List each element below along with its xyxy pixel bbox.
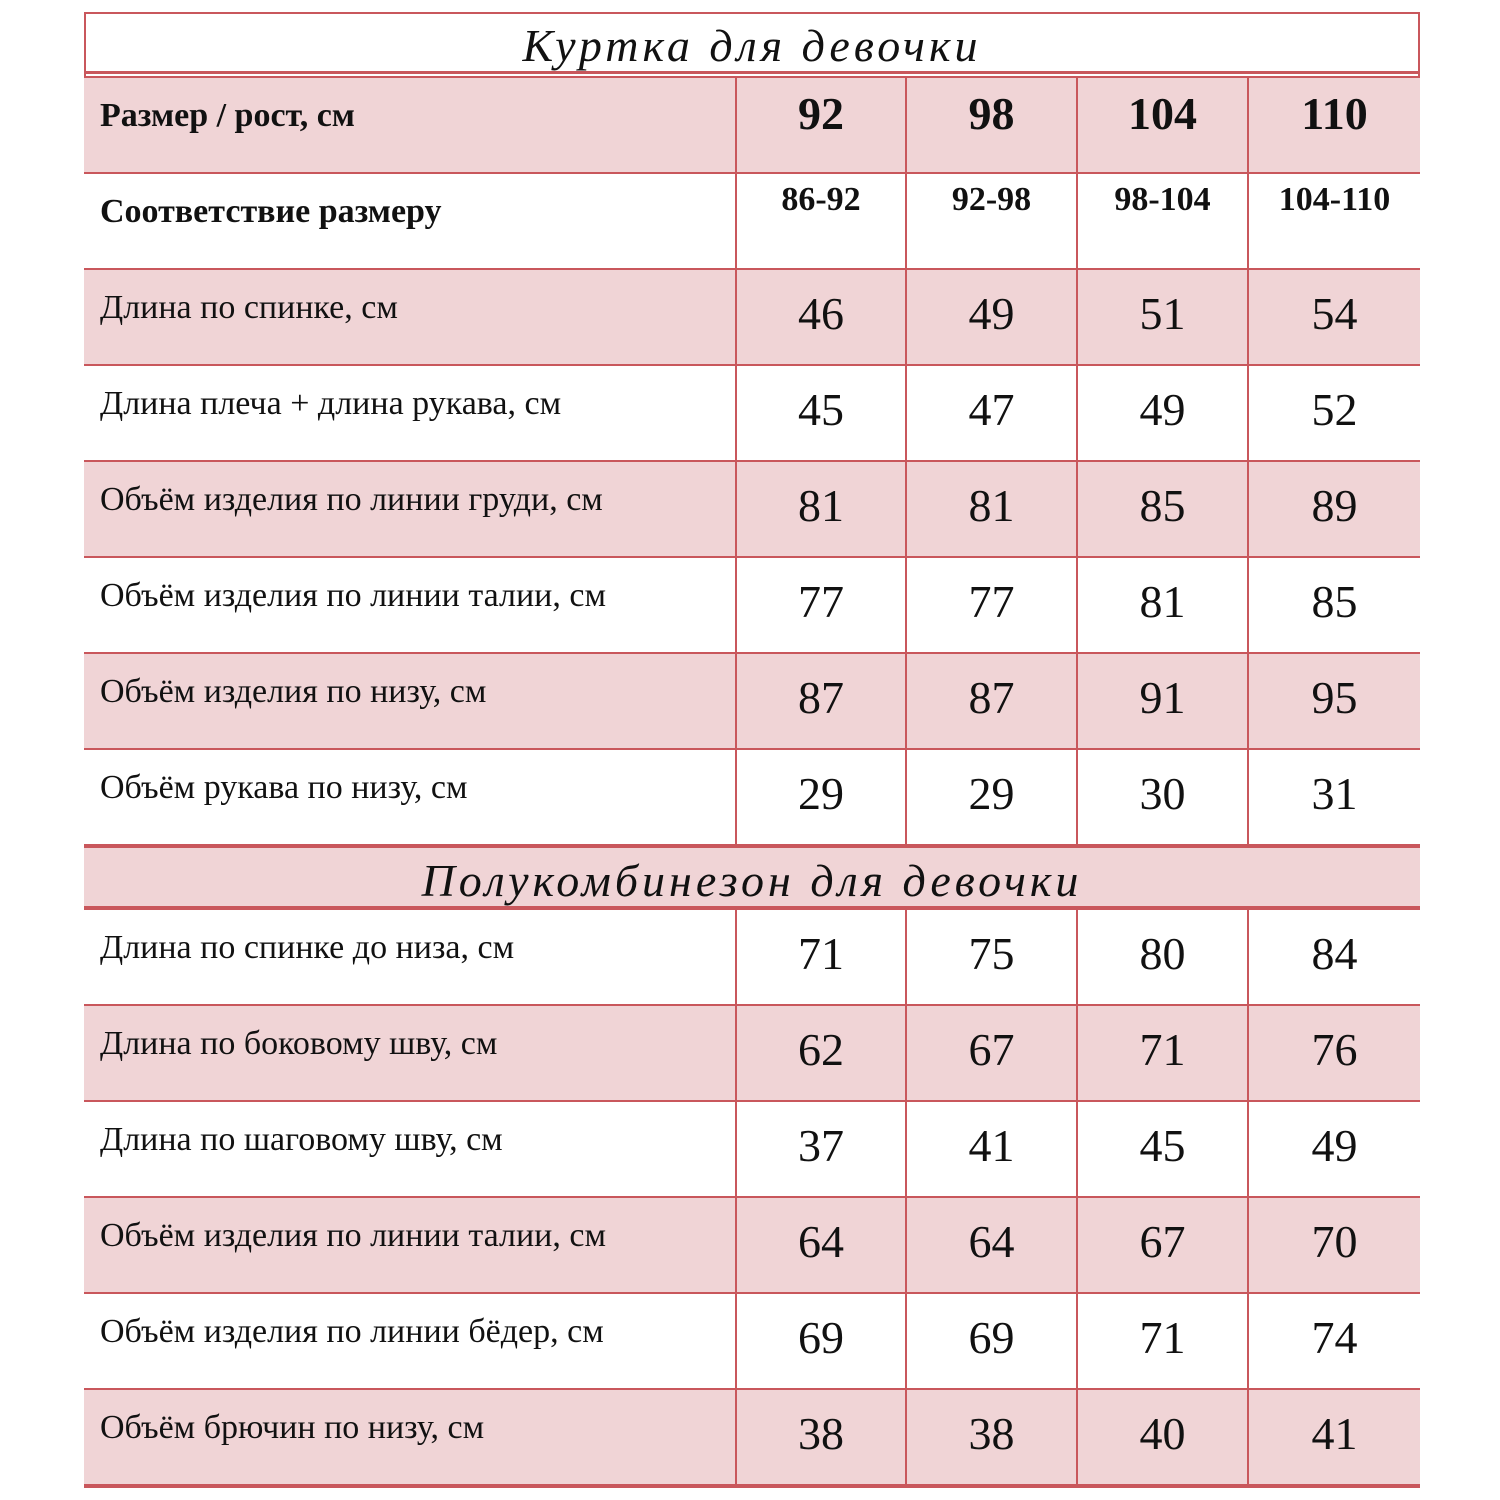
- measurement-value: 45: [736, 365, 906, 461]
- measurement-value: 71: [1077, 1293, 1248, 1389]
- measurement-label: Объём изделия по линии талии, см: [84, 1197, 736, 1293]
- measurement-label: Длина по спинке до низа, см: [84, 909, 736, 1005]
- measurement-value: 64: [736, 1197, 906, 1293]
- measurement-value: 29: [906, 749, 1077, 845]
- measurement-value: 31: [1248, 749, 1420, 845]
- size-header-label: Размер / рост, см: [84, 77, 736, 173]
- measurement-value: 81: [906, 461, 1077, 557]
- measurement-label: Объём изделия по низу, см: [84, 653, 736, 749]
- measurement-value: 85: [1077, 461, 1248, 557]
- measurement-label: Объём брючин по низу, см: [84, 1389, 736, 1485]
- measurement-value: 77: [736, 557, 906, 653]
- measurement-value: 41: [1248, 1389, 1420, 1485]
- measurement-value: 74: [1248, 1293, 1420, 1389]
- size-header-row: [84, 77, 1420, 173]
- measurement-value: 77: [906, 557, 1077, 653]
- measurement-label: Длина по шаговому шву, см: [84, 1101, 736, 1197]
- measurement-value: 75: [906, 909, 1077, 1005]
- measurement-value: 81: [736, 461, 906, 557]
- table-row: [84, 1389, 1420, 1485]
- overalls-section-title: Полукомбинезон для девочки: [84, 846, 1420, 908]
- measurement-value: 69: [736, 1293, 906, 1389]
- table-row: [84, 653, 1420, 749]
- measurement-value: 76: [1248, 1005, 1420, 1101]
- size-range-cell: 92-98: [906, 173, 1077, 269]
- measurement-label: Длина по спинке, см: [84, 269, 736, 365]
- size-range-cell: 98-104: [1077, 173, 1248, 269]
- size-110: 110: [1248, 77, 1420, 173]
- measurement-value: 49: [1077, 365, 1248, 461]
- measurement-value: 89: [1248, 461, 1420, 557]
- measurement-value: 87: [736, 653, 906, 749]
- measurement-value: 64: [906, 1197, 1077, 1293]
- measurement-value: 84: [1248, 909, 1420, 1005]
- measurement-value: 51: [1077, 269, 1248, 365]
- measurement-value: 91: [1077, 653, 1248, 749]
- measurement-value: 30: [1077, 749, 1248, 845]
- measurement-label: Длина плеча + длина рукава, см: [84, 365, 736, 461]
- measurement-label: Объём изделия по линии груди, см: [84, 461, 736, 557]
- table-row: [84, 557, 1420, 653]
- measurement-value: 49: [906, 269, 1077, 365]
- measurement-value: 38: [906, 1389, 1077, 1485]
- measurement-value: 29: [736, 749, 906, 845]
- table-row: [84, 1101, 1420, 1197]
- measurement-value: 45: [1077, 1101, 1248, 1197]
- measurement-value: 70: [1248, 1197, 1420, 1293]
- measurement-value: 95: [1248, 653, 1420, 749]
- measurement-value: 85: [1248, 557, 1420, 653]
- measurement-value: 67: [906, 1005, 1077, 1101]
- table-row: [84, 365, 1420, 461]
- measurement-value: 71: [736, 909, 906, 1005]
- size-range-cell: 86-92: [736, 173, 906, 269]
- measurement-value: 49: [1248, 1101, 1420, 1197]
- size-98: 98: [906, 77, 1077, 173]
- table-row: [84, 909, 1420, 1005]
- measurement-value: 62: [736, 1005, 906, 1101]
- table-row: [84, 1197, 1420, 1293]
- table-row: [84, 461, 1420, 557]
- size-92: 92: [736, 77, 906, 173]
- size-range-cell: 104-110: [1248, 173, 1420, 269]
- table-row: [84, 269, 1420, 365]
- measurement-value: 52: [1248, 365, 1420, 461]
- measurement-value: 67: [1077, 1197, 1248, 1293]
- measurement-value: 87: [906, 653, 1077, 749]
- measurement-label: Длина по боковому шву, см: [84, 1005, 736, 1101]
- size-correspondence-label: Соответствие размеру: [84, 173, 736, 269]
- measurement-value: 81: [1077, 557, 1248, 653]
- overalls-size-table: [84, 908, 1420, 1486]
- measurement-label: Объём рукава по низу, см: [84, 749, 736, 845]
- jacket-section-title: Куртка для девочки: [84, 14, 1420, 74]
- measurement-value: 47: [906, 365, 1077, 461]
- size-104: 104: [1077, 77, 1248, 173]
- table-row: [84, 749, 1420, 845]
- measurement-value: 71: [1077, 1005, 1248, 1101]
- measurement-value: 80: [1077, 909, 1248, 1005]
- size-correspondence-row: [84, 173, 1420, 269]
- measurement-value: 46: [736, 269, 906, 365]
- measurement-value: 69: [906, 1293, 1077, 1389]
- measurement-value: 41: [906, 1101, 1077, 1197]
- measurement-value: 40: [1077, 1389, 1248, 1485]
- jacket-size-table: [84, 76, 1420, 846]
- measurement-value: 38: [736, 1389, 906, 1485]
- table-row: [84, 1005, 1420, 1101]
- measurement-value: 37: [736, 1101, 906, 1197]
- measurement-label: Объём изделия по линии бёдер, см: [84, 1293, 736, 1389]
- measurement-value: 54: [1248, 269, 1420, 365]
- measurement-label: Объём изделия по линии талии, см: [84, 557, 736, 653]
- table-row: [84, 1293, 1420, 1389]
